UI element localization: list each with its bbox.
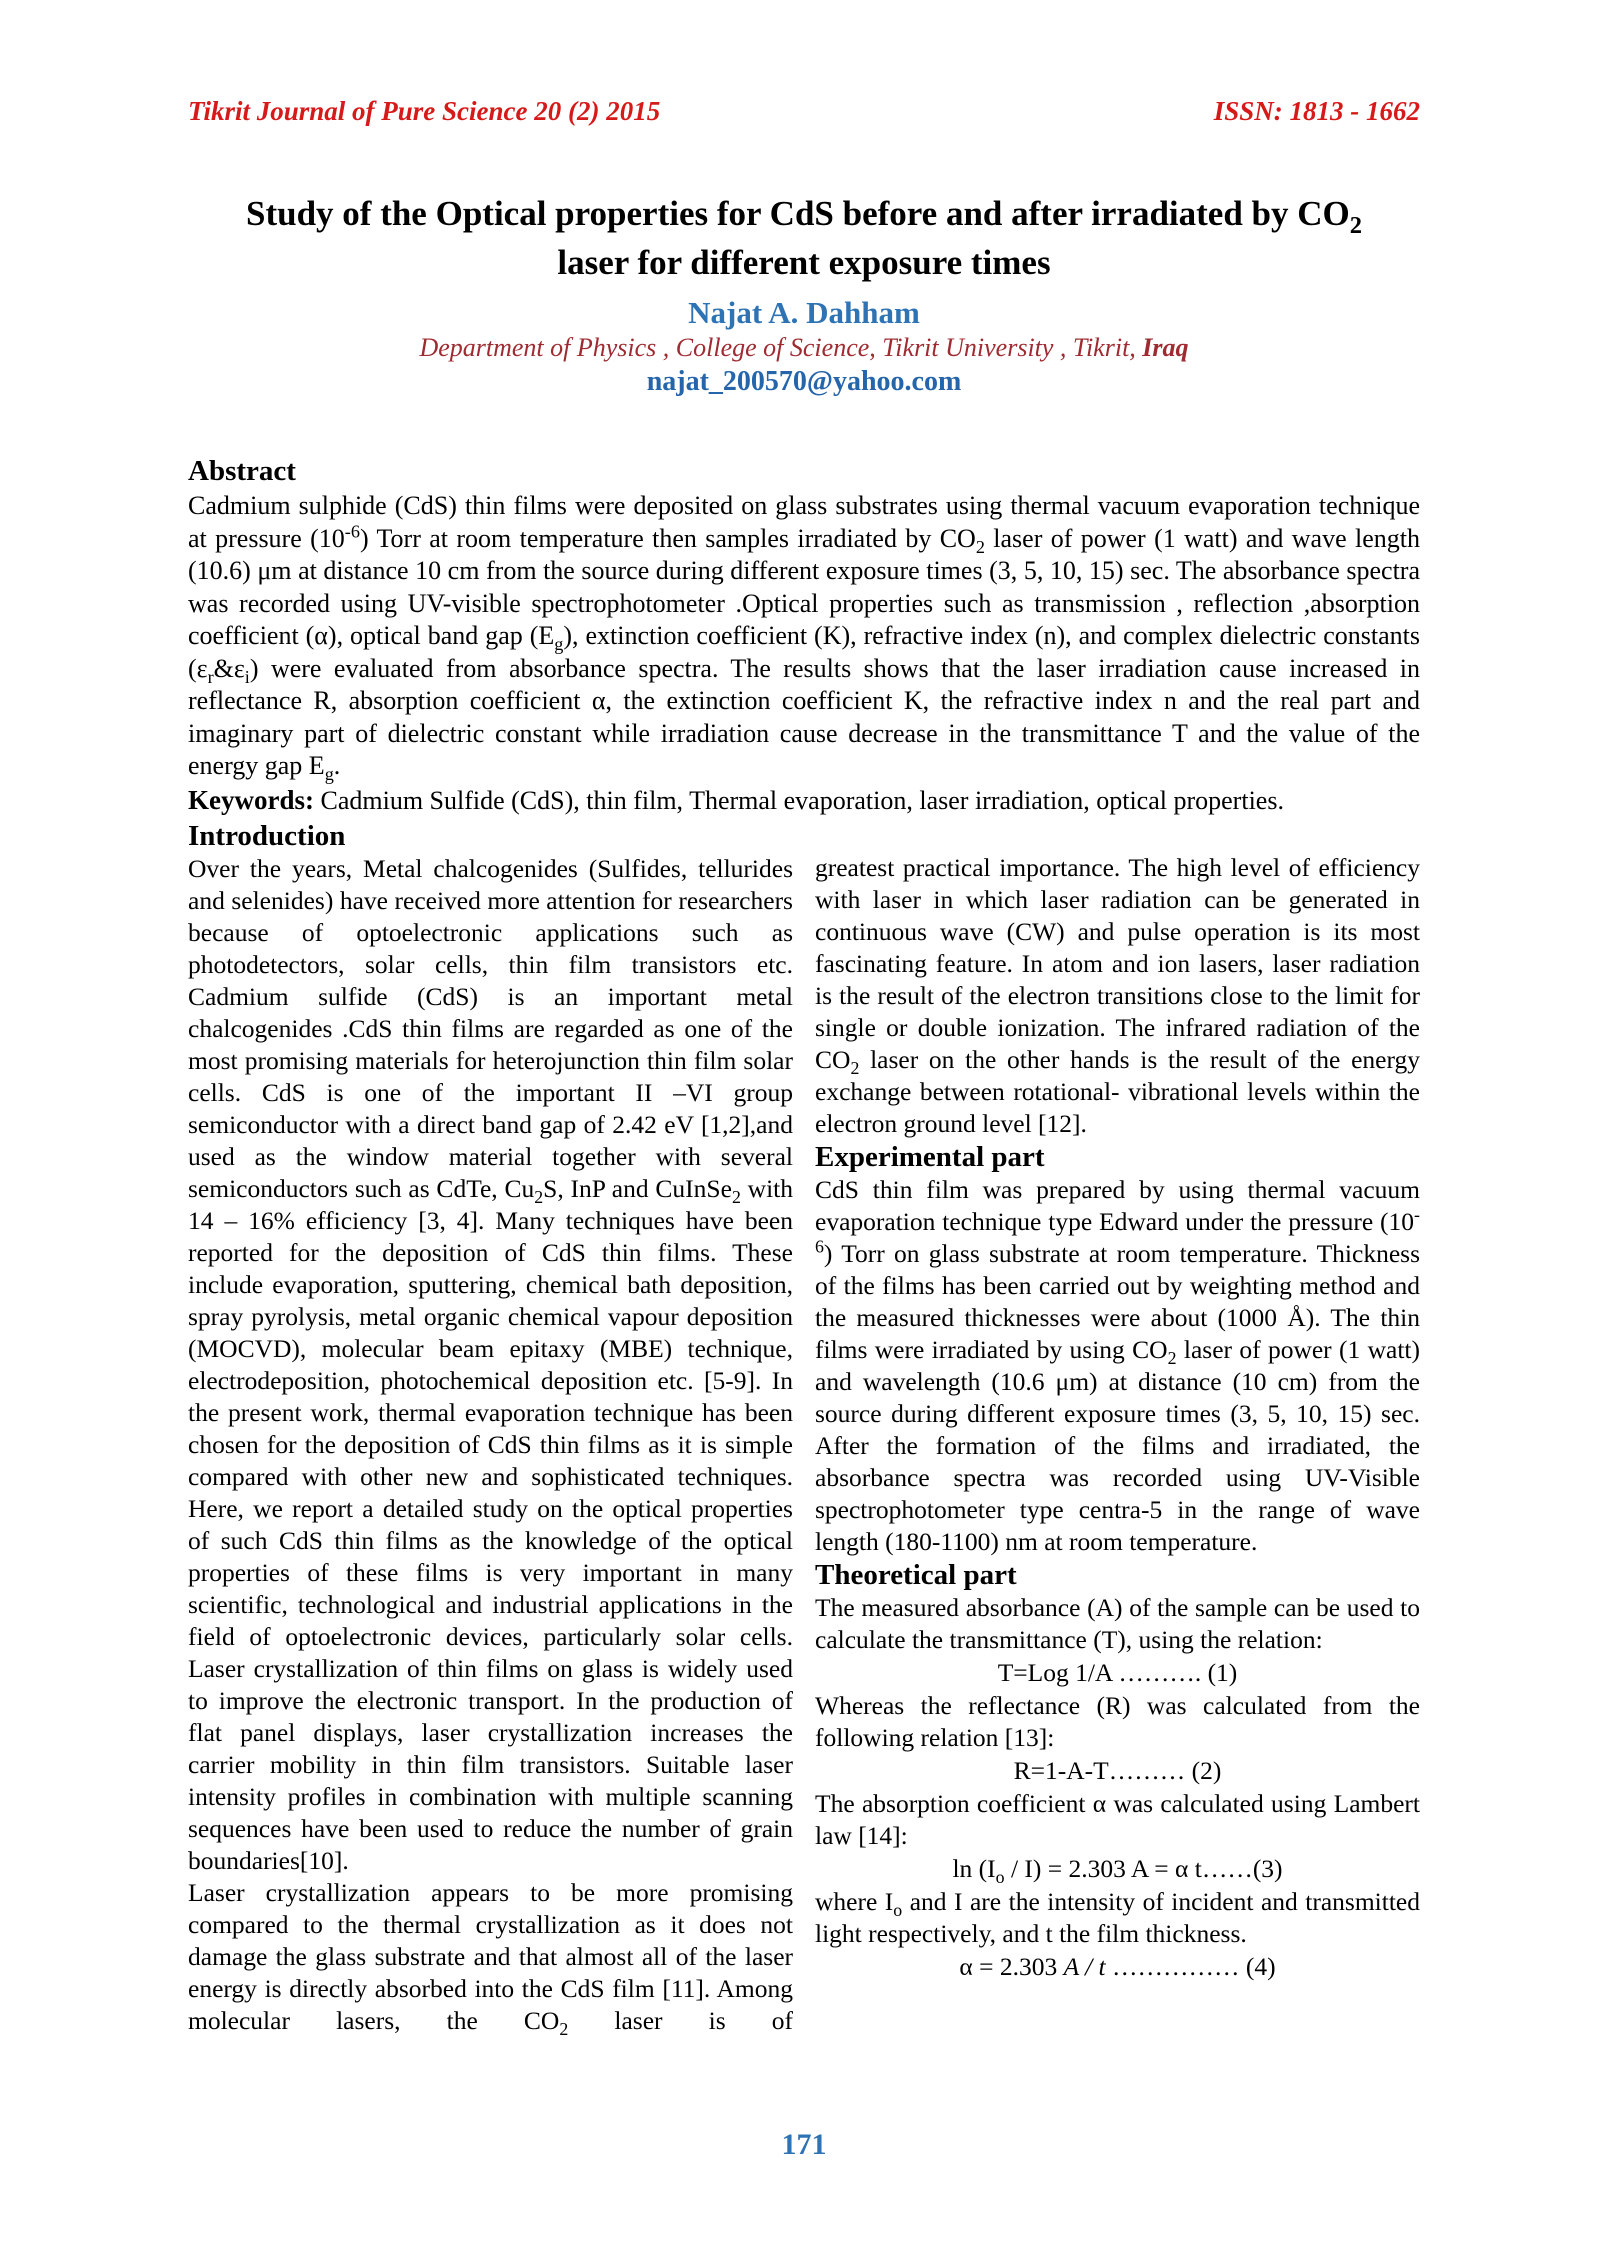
column-right — [815, 819, 1420, 2037]
column-left — [188, 819, 793, 2037]
body-columns — [188, 819, 1420, 2037]
page-number: 171 — [781, 2128, 827, 2161]
author-name: Najat A. Dahham — [688, 295, 920, 330]
theoretical-text-after-eq1: Whereas the reflectance (R) was calculated from the following relation [13]: — [815, 1690, 1420, 1752]
experimental-body: CdS thin film was prepared by using thermal vacuum evaporation technique type Edward under the pressure $(10^{-6})$ Torr on glass substrate at room temperature. Thickness of the films has been carried out by weighting method and the measured thicknesses were about (1000 Å). The thin films were irradiated by using $CO_2$ laser of power (1 watt) and wavelength (10.6 μm) at distance (10 cm) from the source during different exposure times (3, 5, 10, 15) sec. After the formation of the films and irradiated, the absorbance spectra was recorded using UV-Visible spectrophotometer type centra-5 in the range of wave length (180-1100) nm at room temperature. — [815, 1174, 1420, 1556]
keywords-line — [188, 784, 1420, 817]
paper-title — [188, 189, 1420, 287]
theoretical-text-after-eq3: where $I_o$ and I are the intensity of incident and transmitted light respectively, and t the film thickness. — [815, 1886, 1420, 1948]
equation-3: $\ln (I_o / I) = 2.303$ A = α t……(3) — [952, 1853, 1283, 1887]
abstract-body: Cadmium sulphide (CdS) thin films were deposited on glass substrates using thermal vacuum evaporation technique at pressure $(10^{-6})$ Torr at room temperature then samples irradiated by $CO_2$ laser of power (1 watt) and wave length (10.6) μm at distance 10 cm from the source during different exposure times (3, 5, 10, 15) sec. The absorbance spectra was recorded using UV-visible spectrophotometer .Optical properties such as transmission , reflection ,absorption coefficient (α), optical band gap $(E_g)$, extinction coefficient (K), refractive index (n), and complex dielectric constants $(\varepsilon_r\&\varepsilon_i)$ were evaluated from absorbance spectra. The results shows that the laser irradiation cause increased in reflectance R, absorption coefficient α, the extinction coefficient K, the refractive index n and the real part and imaginary part of dielectric constant while irradiation cause decrease in the transmittance T and the value of the energy gap $E_g$. — [188, 491, 1420, 785]
author-email: najat_200570@yahoo.com — [646, 366, 962, 397]
equation-4: α = 2.303 A / t …………… (4) — [959, 1951, 1276, 1981]
equation-2: R=1-A-T……… (2) — [1013, 1755, 1222, 1785]
journal-title: Tikrit Journal of Pure Science 20 (2) 2015 — [188, 96, 661, 126]
theoretical-text-after-eq2: The absorption coefficient α was calculated using Lambert law [14]: — [815, 1788, 1420, 1850]
keywords-text: Cadmium Sulfide (CdS), thin film, Thermal evaporation, laser irradiation, optical properties. — [313, 785, 1284, 815]
issn-label: ISSN: 1813 - 1662 — [1213, 96, 1420, 126]
paper-title-line1: Study of the Optical properties for CdS before and after irradiated by $CO_2$ — [245, 194, 1362, 239]
author-affiliation — [188, 333, 1420, 363]
paper-title-line2: laser for different exposure times — [557, 243, 1051, 282]
title-block — [188, 189, 1420, 398]
journal-header — [188, 96, 1420, 127]
abstract-heading: Abstract — [188, 455, 296, 487]
affiliation-text: Department of Physics , College of Science, Tikrit University , Tikrit, — [419, 333, 1143, 362]
equation-1: T=Log 1/A ………. (1) — [997, 1657, 1238, 1687]
keywords-label: Keywords: — [188, 784, 314, 815]
introduction-continuation: greatest practical importance. The high level of efficiency with laser in which laser radiation can be generated in continuous wave (CW) and pulse operation is its most fascinating feature. In atom and ion lasers, laser radiation is the result of the electron transitions close to the limit for single or double ionization. The infrared radiation of the $CO_2$ laser on the other hands is the result of the energy exchange between rotational- vibrational levels within the electron ground level [12]. — [815, 852, 1420, 1138]
introduction-heading: Introduction — [188, 819, 346, 852]
theoretical-heading: Theoretical part — [815, 1558, 1017, 1591]
theoretical-intro: The measured absorbance (A) of the sample can be used to calculate the transmittance (T), using the relation: — [815, 1592, 1420, 1654]
introduction-paragraph-1: Over the years, Metal chalcogenides (Sulfides, tellurides and selenides) have received more attention for researchers because of optoelectronic applications such as photodetectors, solar cells, thin film transistors etc. Cadmium sulfide (CdS) is an important metal chalcogenides .CdS thin films are regarded as one of the most promising materials for heterojunction thin film solar cells. CdS is one of the important II –VI group semiconductor with a direct band gap of 2.42 eV [1,2],and used as the window material together with several semiconductors such as CdTe, $Cu_2S$, InP and CuInSe$_2$ with 14 – 16% efficiency [3, 4]. Many techniques have been reported for the deposition of CdS thin films. These include evaporation, sputtering, chemical bath deposition, spray pyrolysis, metal organic chemical vapour deposition (MOCVD), molecular beam epitaxy (MBE) technique, electrodeposition, photochemical deposition etc. [5-9]. In the present work, thermal evaporation technique has been chosen for the deposition of CdS thin films as it is simple compared with other new and sophisticated techniques. Here, we report a detailed study on the optical properties of such CdS thin films as the knowledge of the optical properties of these films is very important in many scientific, technological and industrial applications in the field of optoelectronic devices, particularly solar cells. Laser crystallization of thin films on glass is widely used to improve the electronic transport. In the production of flat panel displays, laser crystallization increases the carrier mobility in thin film transistors. Suitable laser intensity profiles in combination with multiple scanning sequences have been used to reduce the number of grain boundaries[10]. — [188, 853, 793, 1875]
experimental-heading: Experimental part — [815, 1140, 1045, 1173]
introduction-paragraph-2: Laser crystallization appears to be more promising compared to the thermal crystallization as it does not damage the glass substrate and that almost all of the laser energy is directly absorbed into the CdS film [11]. Among molecular lasers, the $CO_2$ laser is of — [188, 1877, 793, 2039]
affiliation-country: Iraq — [1142, 333, 1189, 362]
abstract-section — [188, 454, 1420, 817]
